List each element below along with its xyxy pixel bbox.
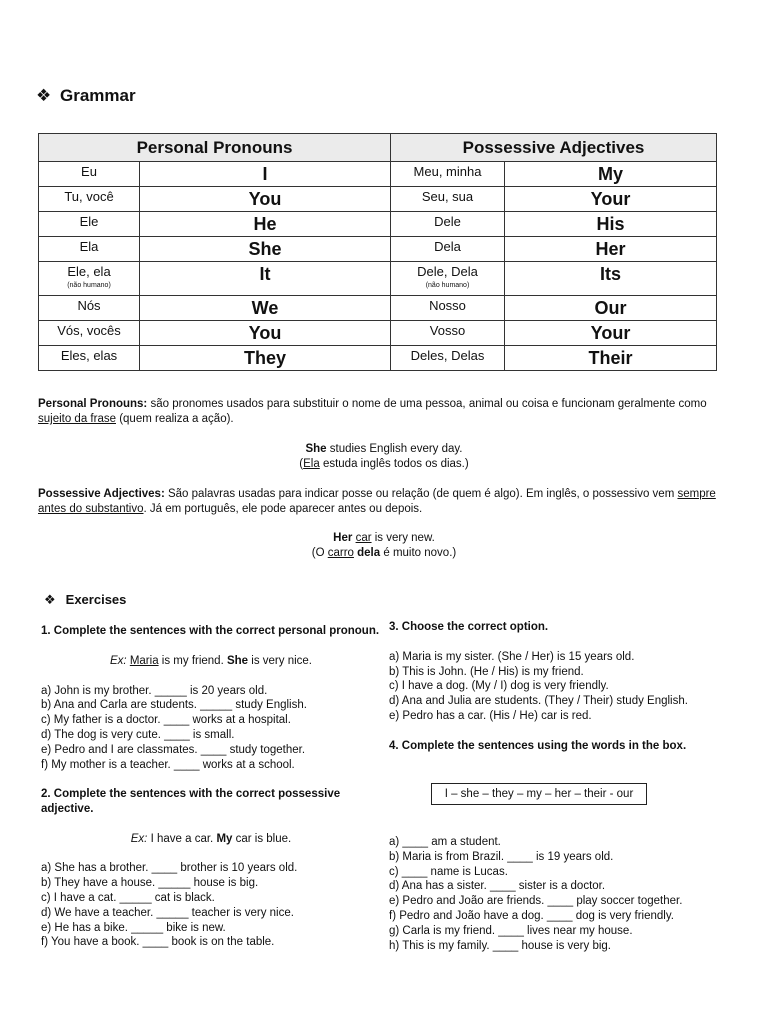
exercise-4-items bbox=[389, 835, 749, 953]
exercise-item: b) Maria is from Brazil. ____ is 19 years old. bbox=[389, 850, 614, 863]
en-pronoun-cell: It bbox=[140, 262, 391, 296]
example-bold-word: Her bbox=[333, 532, 353, 544]
underlined-phrase: sujeito da frase bbox=[38, 413, 116, 425]
exercise-1-title: 1. Complete the sentences with the correct personal pronoun. bbox=[41, 625, 380, 637]
pt-possessive-text: Dele, Dela bbox=[417, 264, 478, 279]
header-possessive-adjectives: Possessive Adjectives bbox=[391, 134, 717, 162]
term-possessive-adjectives: Possessive Adjectives: bbox=[38, 488, 165, 500]
en-possessive-cell: Your bbox=[505, 187, 717, 212]
exercise-1-example bbox=[41, 654, 381, 669]
explanation-text: São palavras usadas para indicar posse ou relação (de quem é algo). Em inglês, o possessivo vem bbox=[164, 488, 678, 500]
exercise-2-title: 2. Complete the sentences with the correct possessive bbox=[41, 788, 341, 800]
pt-possessive-cell: Dele bbox=[391, 212, 505, 237]
exercise-3-title: 3. Choose the correct option. bbox=[389, 621, 549, 633]
en-pronoun-cell: He bbox=[140, 212, 391, 237]
table-row bbox=[39, 321, 717, 346]
exercise-item: d) The dog is very cute. ____ is small. bbox=[41, 728, 235, 741]
underlined-phrase: sempre antes do substantivo bbox=[38, 488, 716, 515]
table-row bbox=[39, 212, 717, 237]
pt-pronoun-cell: Eu bbox=[39, 162, 140, 187]
en-pronoun-cell: You bbox=[140, 187, 391, 212]
pt-pronoun-cell: Ele bbox=[39, 212, 140, 237]
example-text: is my friend. bbox=[158, 654, 227, 667]
exercise-item: c) I have a cat. _____ cat is black. bbox=[41, 891, 215, 904]
example-sentence bbox=[0, 442, 768, 457]
exercise-item: a) ____ am a student. bbox=[389, 836, 501, 848]
example-rest: is very new. bbox=[371, 532, 435, 544]
exercise-3 bbox=[389, 620, 749, 724]
exercise-item: c) ____ name is Lucas. bbox=[389, 865, 508, 878]
pt-possessive-cell: Seu, sua bbox=[391, 187, 505, 212]
pt-possessive-cell: Dela bbox=[391, 237, 505, 262]
en-possessive-cell: Your bbox=[505, 321, 717, 346]
en-pronoun-cell: We bbox=[140, 296, 391, 321]
term-personal-pronouns: Personal Pronouns: bbox=[38, 398, 148, 410]
en-pronoun-cell: She bbox=[140, 237, 391, 262]
pt-pronoun-cell: Tu, você bbox=[39, 187, 140, 212]
pt-pronoun-text: Ele, ela bbox=[67, 264, 111, 279]
underlined-word: car bbox=[355, 532, 372, 544]
diamond-bullet-icon: ❖ bbox=[36, 86, 52, 105]
exercise-item: c) I have a dog. (My / I) dog is very friendly. bbox=[389, 680, 609, 693]
en-pronoun-cell: They bbox=[140, 346, 391, 371]
underlined-word: Maria bbox=[129, 654, 159, 667]
example-translation bbox=[0, 457, 768, 472]
exercise-3-items bbox=[389, 650, 749, 724]
personal-pronoun-example bbox=[0, 442, 768, 472]
exercise-item: h) This is my family. ____ house is very big. bbox=[389, 939, 611, 952]
pt-pronoun-cell bbox=[39, 262, 140, 296]
table-header-row bbox=[39, 134, 717, 162]
example-label: Ex: bbox=[130, 832, 148, 845]
example-sentence bbox=[0, 531, 768, 546]
explanation-text: . Já em português, ele pode aparecer antes ou depois. bbox=[143, 503, 423, 515]
exercise-item: d) Ana has a sister. ____ sister is a doctor. bbox=[389, 880, 606, 893]
en-possessive-cell: His bbox=[505, 212, 717, 237]
underlined-word: carro bbox=[327, 547, 354, 559]
exercise-item: f) Pedro and João have a dog. ____ dog is very friendly. bbox=[389, 909, 674, 922]
en-possessive-cell: Their bbox=[505, 346, 717, 371]
table-row bbox=[39, 296, 717, 321]
personal-pronouns-explanation bbox=[38, 397, 728, 427]
exercise-item: e) Pedro has a car. (His / He) car is red. bbox=[389, 709, 592, 722]
diamond-bullet-icon: ❖ bbox=[44, 592, 56, 607]
underlined-word: Ela bbox=[303, 458, 320, 470]
example-text: I have a car. bbox=[147, 832, 217, 845]
pt-pronoun-cell: Eles, elas bbox=[39, 346, 140, 371]
non-human-note: (não humano) bbox=[425, 282, 470, 289]
possessive-adjectives-explanation bbox=[38, 487, 728, 517]
exercise-item: e) Pedro and I are classmates. ____ study together. bbox=[41, 743, 306, 756]
example-bold-word: My bbox=[216, 832, 233, 845]
exercise-item: g) Carla is my friend. ____ lives near my house. bbox=[389, 924, 633, 937]
exercise-item: a) John is my brother. _____ is 20 years old. bbox=[41, 684, 268, 697]
exercise-1 bbox=[41, 624, 381, 772]
exercises-heading bbox=[44, 592, 126, 608]
pt-possessive-cell: Deles, Delas bbox=[391, 346, 505, 371]
example-bold-word: She bbox=[226, 654, 249, 667]
table-row bbox=[39, 346, 717, 371]
exercise-item: c) My father is a doctor. ____ works at a hospital. bbox=[41, 714, 291, 727]
pt-possessive-cell: Nosso bbox=[391, 296, 505, 321]
exercise-item: e) He has a bike. _____ bike is new. bbox=[41, 921, 226, 934]
non-human-note: (não humano) bbox=[67, 282, 111, 289]
exercise-item: d) Ana and Julia are students. (They / Their) study English. bbox=[389, 695, 688, 708]
exercise-item: b) Ana and Carla are students. _____ study English. bbox=[41, 699, 307, 712]
table-row bbox=[39, 237, 717, 262]
header-personal-pronouns: Personal Pronouns bbox=[39, 134, 391, 162]
exercises-title: Exercises bbox=[65, 592, 127, 607]
explanation-text: (quem realiza a ação). bbox=[116, 413, 234, 425]
grammar-heading bbox=[36, 86, 136, 106]
exercise-item: b) They have a house. _____ house is big. bbox=[41, 877, 259, 890]
translation-rest: é muito novo.) bbox=[380, 547, 457, 559]
example-translation bbox=[0, 546, 768, 561]
pt-possessive-cell: Vosso bbox=[391, 321, 505, 346]
exercise-item: e) Pedro and João are friends. ____ play soccer together. bbox=[389, 895, 683, 908]
exercise-item: a) Maria is my sister. (She / Her) is 15 years old. bbox=[389, 650, 635, 663]
en-pronoun-cell: You bbox=[140, 321, 391, 346]
example-bold-word: She bbox=[305, 443, 327, 455]
pt-pronoun-cell: Vós, vocês bbox=[39, 321, 140, 346]
exercise-item: a) She has a brother. ____ brother is 10 years old. bbox=[41, 862, 298, 875]
en-pronoun-cell: I bbox=[140, 162, 391, 187]
example-rest: studies English every day. bbox=[326, 443, 463, 455]
exercise-2 bbox=[41, 787, 381, 950]
en-possessive-cell: My bbox=[505, 162, 717, 187]
exercise-item: b) This is John. (He / His) is my friend. bbox=[389, 665, 584, 678]
paren-open: ( bbox=[299, 458, 304, 470]
exercise-item: f) You have a book. ____ book is on the table. bbox=[41, 936, 275, 949]
explanation-text: são pronomes usados para substituir o nome de uma pessoa, animal ou coisa e funcionam geralmente como bbox=[147, 398, 707, 410]
exercise-4-title: 4. Complete the sentences using the words in the box. bbox=[389, 740, 687, 752]
pronoun-table bbox=[38, 133, 717, 371]
pt-pronoun-cell: Ela bbox=[39, 237, 140, 262]
example-text: is very nice. bbox=[248, 654, 312, 667]
exercise-1-items bbox=[41, 684, 381, 773]
word-box: I – she – they – my – her – their - our bbox=[431, 783, 647, 805]
en-possessive-cell: Its bbox=[505, 262, 717, 296]
exercise-item: d) We have a teacher. _____ teacher is very nice. bbox=[41, 906, 294, 919]
exercise-2-example bbox=[41, 832, 381, 847]
translation-start: (O bbox=[311, 547, 328, 559]
pt-possessive-cell bbox=[391, 262, 505, 296]
table-row bbox=[39, 262, 717, 296]
exercise-2-items bbox=[41, 861, 381, 950]
table-row bbox=[39, 187, 717, 212]
grammar-title: Grammar bbox=[59, 86, 136, 105]
en-possessive-cell: Our bbox=[505, 296, 717, 321]
exercise-2-title-cont: adjective. bbox=[41, 802, 94, 815]
example-text: car is blue. bbox=[232, 832, 292, 845]
pt-pronoun-cell: Nós bbox=[39, 296, 140, 321]
example-label: Ex: bbox=[110, 654, 127, 667]
pt-possessive-cell: Meu, minha bbox=[391, 162, 505, 187]
en-possessive-cell: Her bbox=[505, 237, 717, 262]
translation-bold-word: dela bbox=[357, 547, 381, 559]
translation-rest: estuda inglês todos os dias.) bbox=[319, 458, 469, 470]
table-row bbox=[39, 162, 717, 187]
possessive-adjective-example bbox=[0, 531, 768, 561]
exercise-item: f) My mother is a teacher. ____ works at a school. bbox=[41, 758, 295, 771]
